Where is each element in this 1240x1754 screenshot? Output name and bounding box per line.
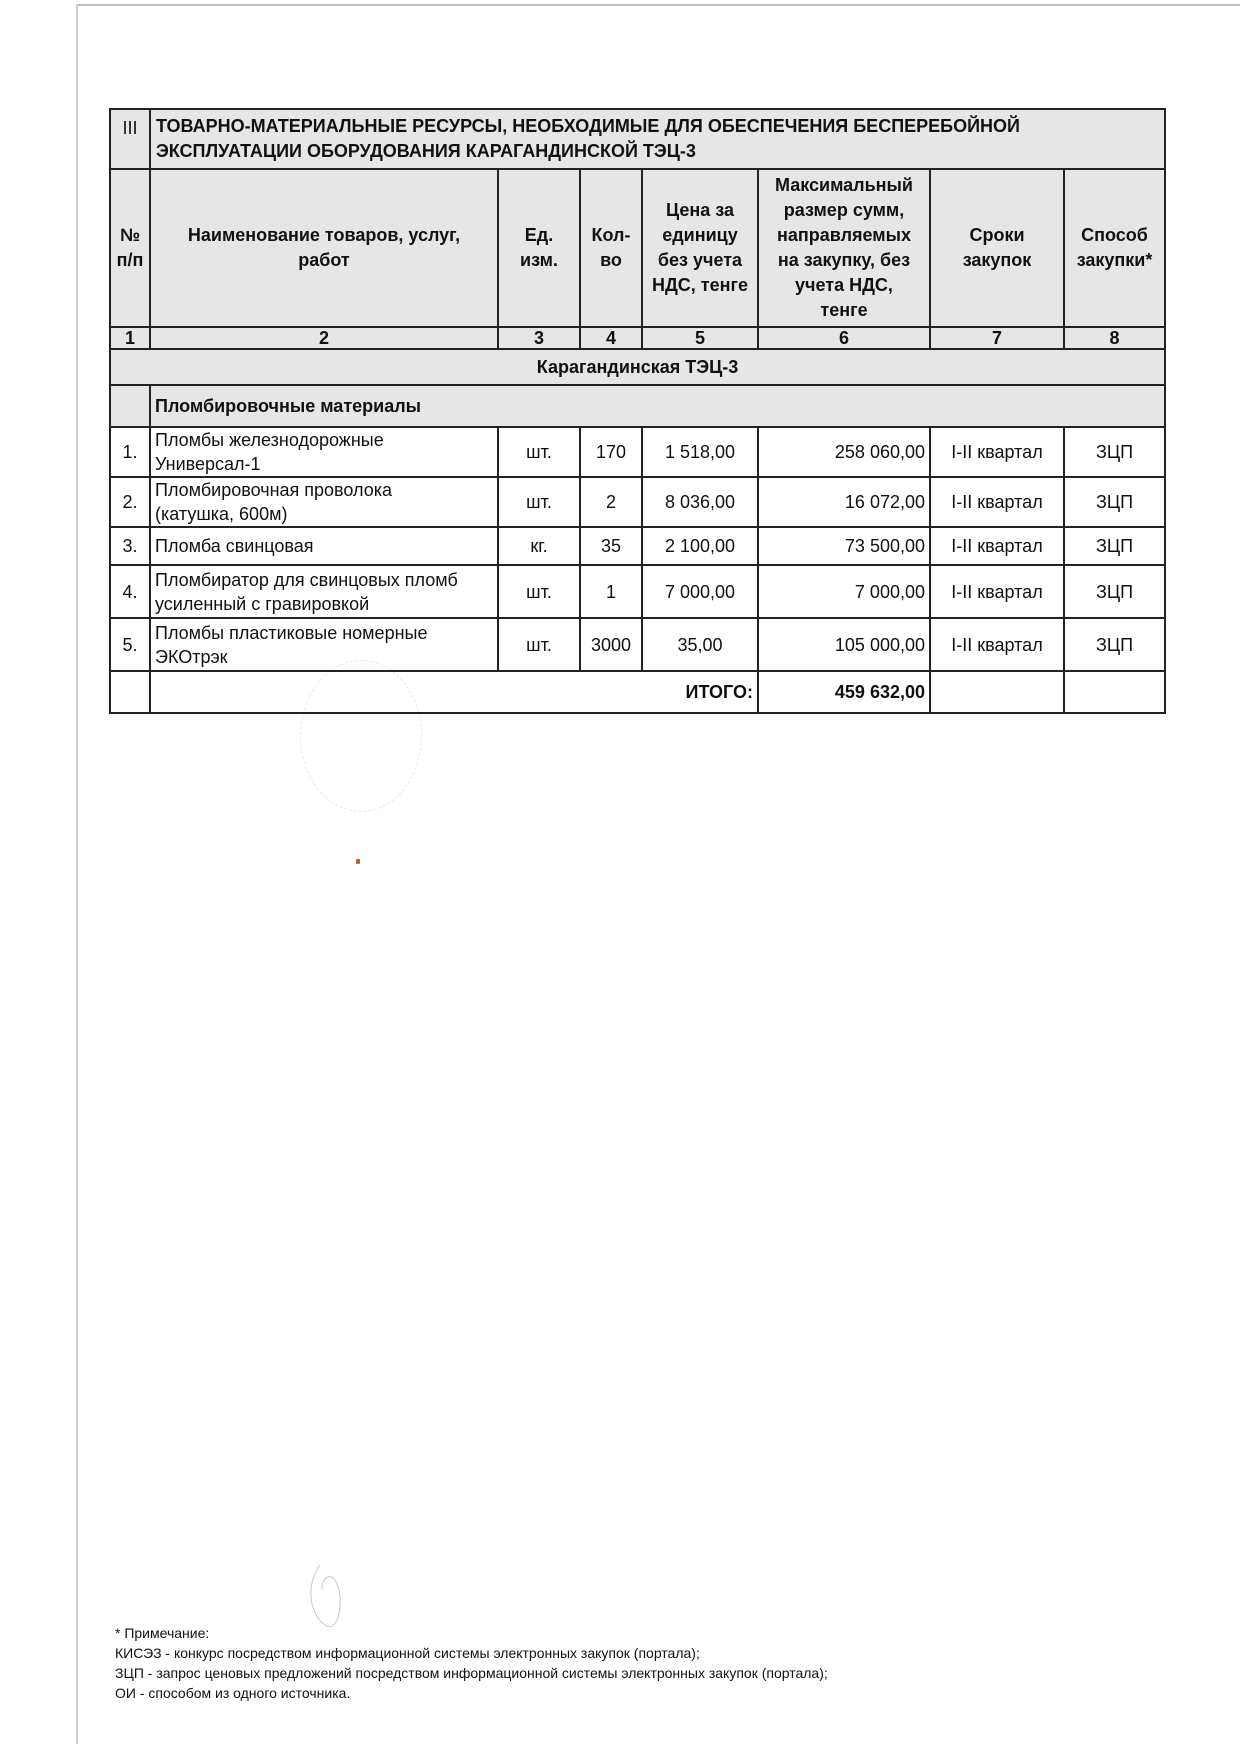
row-amount: 73 500,00 [758,527,930,565]
row-name-line1: Пломбировочная проволока [155,480,393,500]
table-row [110,618,1165,671]
header-price-line4: НДС, тенге [651,275,749,295]
column-number: 2 [150,327,498,349]
header-max-amount [758,169,930,327]
footnote-line: КИСЭЗ - конкурс посредством информационной системы электронных закупок (портала); [115,1645,700,1661]
column-number: 6 [758,327,930,349]
header-qty-line2: во [600,250,622,270]
header-method-line1: Способ [1081,225,1148,245]
row-name-line2: усиленный с гравировкой [155,593,370,614]
row-unit: кг. [498,527,580,565]
section-title-line1: ТОВАРНО-МАТЕРИАЛЬНЫЕ РЕСУРСЫ, НЕОБХОДИМЫЕ ДЛЯ ОБЕСПЕЧЕНИЯ БЕСПЕРЕБОЙНОЙ [156,116,1020,136]
row-name-line1: Пломбы пластиковые номерные [155,622,428,643]
header-price-line1: Цена за [666,200,734,220]
header-qty [580,169,642,327]
row-method: ЗЦП [1064,618,1165,671]
row-qty: 35 [580,527,642,565]
row-name [150,427,498,477]
footnote-line: ОИ - способом из одного источника. [115,1685,351,1701]
header-method [1064,169,1165,327]
header-row [110,169,1165,327]
row-qty: 170 [580,427,642,477]
row-num: 1. [110,427,150,477]
column-number: 8 [1064,327,1165,349]
row-name-line1: Пломбиратор для свинцовых пломб [155,569,458,590]
category-row [110,385,1165,427]
header-num-line2: п/п [116,250,144,270]
total-label: ИТОГО: [150,671,758,713]
station-name: Карагандинская ТЭЦ-3 [110,349,1165,385]
header-price-line3: без учета [657,250,743,270]
footnote [115,1623,1115,1703]
table-row [110,477,1165,527]
row-term: I-II квартал [930,618,1064,671]
table-row [110,565,1165,618]
header-qty-line1: Кол- [591,225,631,245]
section-title-line2: ЭКСПЛУАТАЦИИ ОБОРУДОВАНИЯ КАРАГАНДИНСКОЙ ТЭЦ-3 [156,141,696,161]
row-name-line2: Универсал-1 [155,454,261,474]
scan-speck [356,859,360,864]
table-row [110,527,1165,565]
row-amount: 105 000,00 [758,618,930,671]
row-term: I-II квартал [930,565,1064,618]
column-number: 5 [642,327,758,349]
total-amount: 459 632,00 [758,671,930,713]
row-price: 35,00 [642,618,758,671]
row-name [150,477,498,527]
header-term-line1: Сроки [969,225,1025,245]
row-unit: шт. [498,477,580,527]
row-num: 2. [110,477,150,527]
row-num: 4. [110,565,150,618]
column-number: 4 [580,327,642,349]
header-num-line1: № [119,225,141,245]
category-name: Пломбировочные материалы [150,385,1165,427]
header-term [930,169,1064,327]
column-number: 1 [110,327,150,349]
section-title [150,109,1165,169]
header-price-line2: единицу [662,225,738,245]
table-row [110,427,1165,477]
row-method: ЗЦП [1064,477,1165,527]
header-max-line6: тенге [820,300,868,320]
station-row [110,349,1165,385]
row-qty: 1 [580,565,642,618]
row-qty: 3000 [580,618,642,671]
row-name: Пломба свинцовая [150,527,498,565]
column-number-row [110,327,1165,349]
row-method: ЗЦП [1064,527,1165,565]
row-name [150,618,498,671]
row-amount: 7 000,00 [758,565,930,618]
row-name [150,565,498,618]
header-term-line2: закупок [962,250,1032,270]
row-amount: 258 060,00 [758,427,930,477]
row-amount: 16 072,00 [758,477,930,527]
header-max-line2: размер сумм, [783,200,905,220]
total-row [110,671,1165,713]
row-num: 5. [110,618,150,671]
row-price: 8 036,00 [642,477,758,527]
header-unit-line1: Ед. [524,225,554,245]
row-num: 3. [110,527,150,565]
row-unit: шт. [498,618,580,671]
row-method: ЗЦП [1064,565,1165,618]
row-price: 1 518,00 [642,427,758,477]
row-name-line2: ЭКОтрэк [155,646,228,667]
header-max-line4: на закупку, без [777,250,911,270]
header-num [110,169,150,327]
row-qty: 2 [580,477,642,527]
header-max-line5: учета НДС, [795,275,893,295]
row-price: 7 000,00 [642,565,758,618]
row-term: I-II квартал [930,427,1064,477]
scan-edge-top [76,4,1240,6]
header-name-line2: работ [298,250,350,270]
row-term: I-II квартал [930,477,1064,527]
footnote-line: ЗЦП - запрос ценовых предложений посредством информационной системы электронных закупок (портала); [115,1665,828,1681]
header-unit-line2: изм. [520,250,558,270]
row-unit: шт. [498,427,580,477]
header-price [642,169,758,327]
header-max-line3: направляемых [777,225,911,245]
header-unit [498,169,580,327]
row-name-line2: (катушка, 600м) [155,504,288,524]
column-number: 7 [930,327,1064,349]
row-price: 2 100,00 [642,527,758,565]
header-name [150,169,498,327]
row-unit: шт. [498,565,580,618]
row-name-line1: Пломбы железнодорожные [155,430,384,450]
row-term: I-II квартал [930,527,1064,565]
header-max-line1: Максимальный [775,175,913,195]
scan-edge-left [76,4,78,1744]
row-method: ЗЦП [1064,427,1165,477]
section-number: III [110,109,150,169]
header-name-line1: Наименование товаров, услуг, [187,225,461,245]
section-title-row [110,109,1165,169]
procurement-table [109,108,1166,714]
column-number: 3 [498,327,580,349]
footnote-title: * Примечание: [115,1625,210,1641]
header-method-line2: закупки* [1076,250,1153,270]
